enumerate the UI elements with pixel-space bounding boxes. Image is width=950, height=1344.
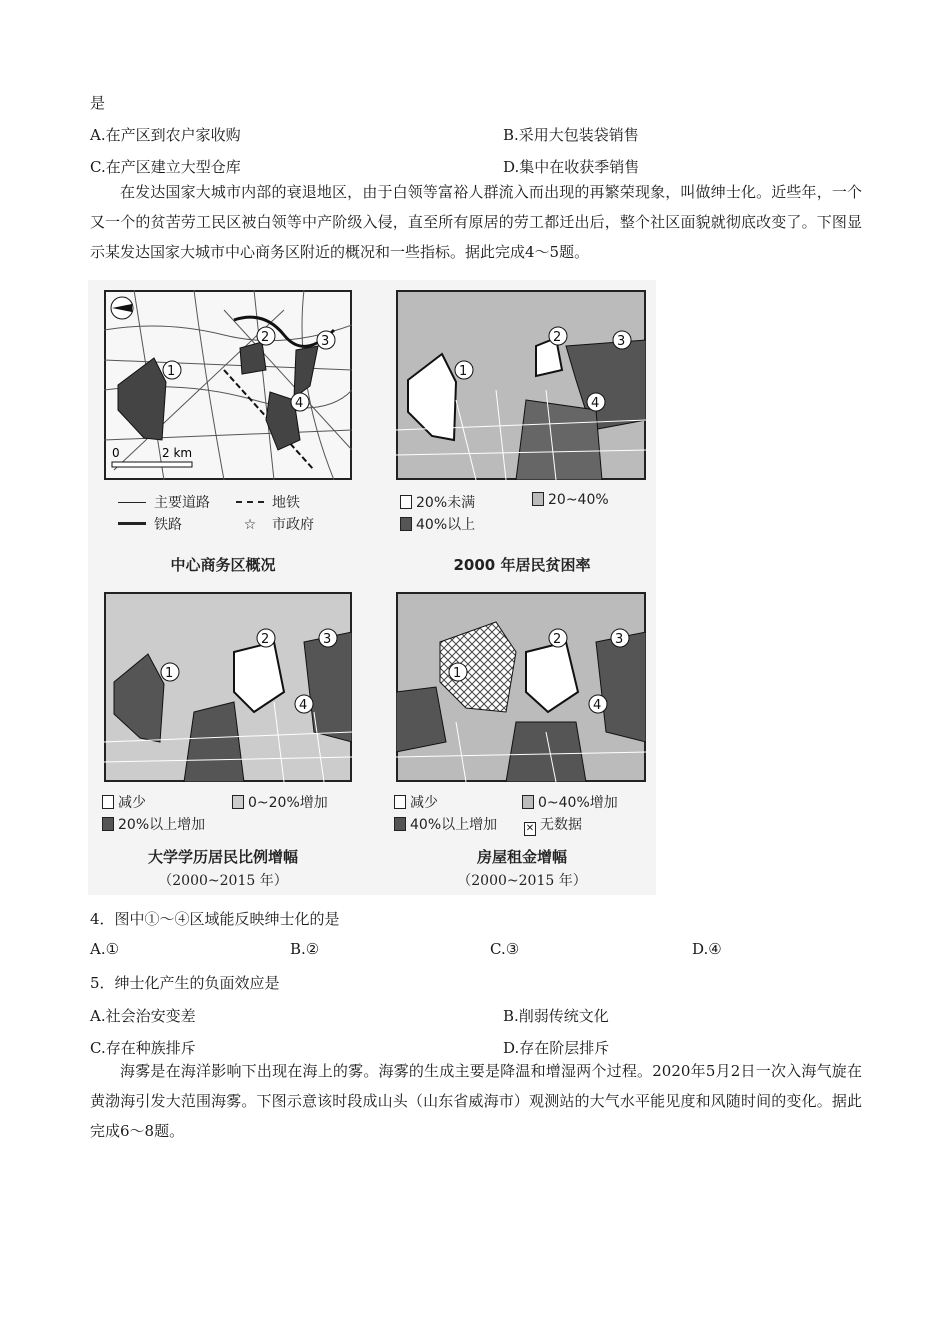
legend-city-hall: ☆ 市政府: [236, 514, 314, 534]
svg-text:1: 1: [459, 364, 468, 379]
q5-option-d[interactable]: D.存在阶层排斥: [503, 1039, 610, 1057]
q3-option-d[interactable]: D.集中在收获季销售: [503, 158, 640, 176]
map-college-increase: [104, 592, 352, 782]
q4-option-c[interactable]: C.③: [490, 940, 520, 958]
legend-rent-decrease: 减少: [394, 792, 438, 812]
legend-railway: 铁路: [118, 514, 182, 534]
legend-rent-nodata: ✕ 无数据: [525, 817, 582, 834]
fog-paragraph: 海雾是在海洋影响下出现在海上的雾。海雾的生成主要是降温和增湿两个过程。2020年5月2日一次入海气旋在黄渤海引发大范围海雾。下图示意该时段成山头（山东省威海市）观测站的大气水平能见度和风随时间的变化。据此完成6～8题。: [90, 1062, 862, 1140]
scale-zero: 0: [112, 446, 120, 460]
legend-college-decrease: 减少: [102, 792, 146, 812]
subcaption-college: （2000~2015 年）: [158, 873, 288, 889]
svg-text:2: 2: [553, 632, 562, 647]
region-2-label: 2: [261, 330, 270, 345]
cbd-map-svg: [104, 290, 352, 480]
legend-subway: 地铁: [236, 492, 300, 512]
region-1-label: 1: [167, 364, 176, 379]
q3-option-a[interactable]: A.在产区到农户家收购: [90, 126, 241, 144]
q4-option-d[interactable]: D.④: [692, 940, 722, 958]
scale-unit: 2 km: [162, 446, 193, 460]
q4-option-a[interactable]: A.①: [90, 940, 120, 958]
legend-roads: 主要道路: [118, 492, 210, 512]
q4-stem: 4．图中①～④区域能反映绅士化的是: [90, 910, 340, 928]
top-fragment: 是: [90, 94, 106, 112]
caption-college: 大学学历居民比例增幅: [147, 848, 298, 866]
caption-poverty: 2000 年居民贫困率: [453, 556, 591, 574]
caption-cbd: 中心商务区概况: [170, 556, 276, 574]
subcaption-rent: （2000~2015 年）: [457, 873, 587, 889]
svg-text:2: 2: [261, 632, 270, 647]
legend-college-high: 20%以上增加: [102, 814, 205, 834]
svg-text:3: 3: [617, 334, 626, 349]
svg-text:2: 2: [553, 330, 562, 345]
svg-text:4: 4: [591, 396, 600, 411]
star-icon: ☆: [243, 517, 257, 533]
legend-poverty-low: 20%未满: [400, 492, 475, 512]
svg-text:3: 3: [323, 632, 332, 647]
region-4-label: 4: [295, 396, 304, 411]
legend-poverty-high: 40%以上: [400, 514, 475, 534]
gentrification-figure: [88, 280, 656, 895]
q3-option-b[interactable]: B.采用大包装袋销售: [503, 126, 639, 144]
legend-rent-high: 40%以上增加: [394, 814, 497, 834]
map-poverty-2000: [396, 290, 646, 480]
q5-option-c[interactable]: C.存在种族排斥: [90, 1039, 196, 1057]
region-3-label: 3: [321, 334, 330, 349]
svg-text:1: 1: [453, 666, 462, 681]
q5-option-b[interactable]: B.削弱传统文化: [503, 1007, 609, 1025]
legend-college-low: 0~20%增加: [232, 792, 328, 812]
svg-text:3: 3: [615, 632, 624, 647]
map-cbd-overview: [104, 290, 352, 480]
svg-text:4: 4: [593, 698, 602, 713]
intro-paragraph: 在发达国家大城市内部的衰退地区，由于白领等富裕人群流入而出现的再繁荣现象，叫做绅士化。近些年，一个又一个的贫苦劳工民区被白领等中产阶级入侵，直至所有原居的劳工都迁出后，整个社区面貌就彻底改变了。下图显示某发达国家大城市中心商务区附近的概况和一些指标。据此完成4～5题。: [90, 183, 862, 261]
map-rent-increase: [396, 592, 646, 782]
svg-text:1: 1: [165, 666, 174, 681]
q4-option-b[interactable]: B.②: [290, 940, 320, 958]
svg-text:4: 4: [299, 698, 308, 713]
legend-poverty-mid: 20~40%: [532, 492, 609, 508]
q5-option-a[interactable]: A.社会治安变差: [90, 1007, 196, 1025]
caption-rent: 房屋租金增幅: [476, 848, 567, 866]
q3-option-c[interactable]: C.在产区建立大型仓库: [90, 158, 241, 176]
legend-rent-low: 0~40%增加: [522, 792, 618, 812]
q5-stem: 5．绅士化产生的负面效应是: [90, 974, 280, 992]
